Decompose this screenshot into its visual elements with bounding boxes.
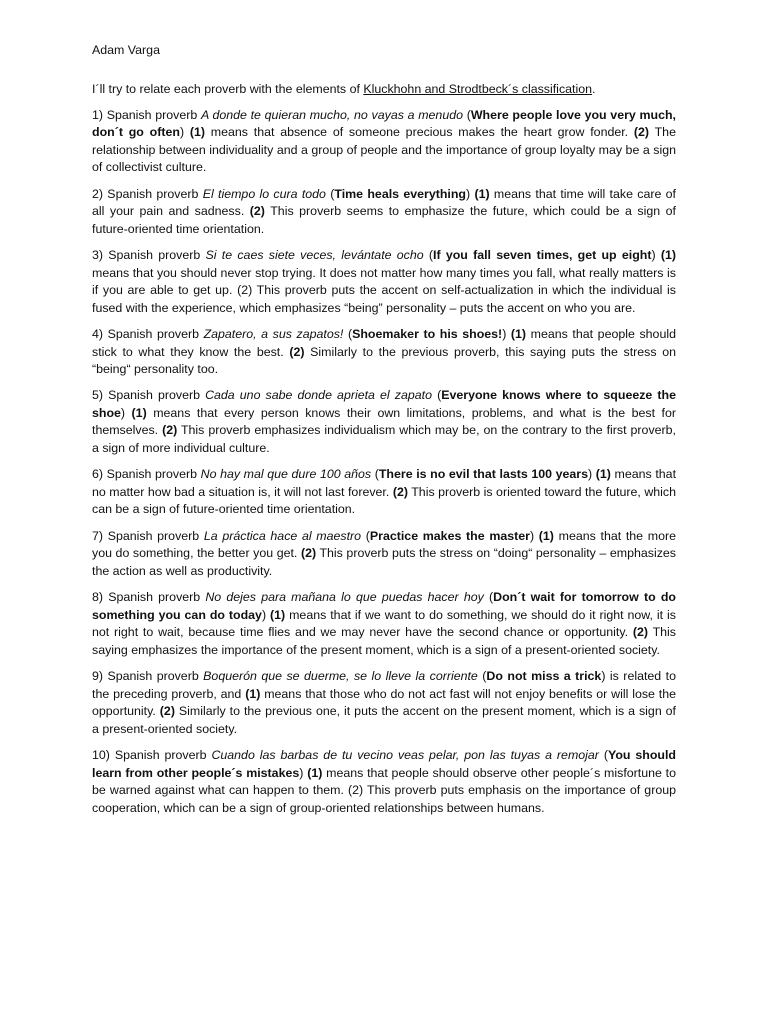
body-text: Similarly to the previous proverb, this saying puts the stress on “being“ personality too. [92,344,676,377]
emphasis-text: (1) [189,125,205,140]
proverb-paragraph [92,668,676,738]
proverb-spanish: Cuando las barbas de tu vecino veas pelar, pon las tuyas a remojar [211,747,599,762]
emphasis-text: Don´t wait for tomorrow to do something you can do today [92,590,676,622]
proverb-list [92,107,676,818]
body-text: This proverb emphasizes individualism which may be, on the contrary to the first proverb, a sign of more individual culture. [92,423,676,456]
body-text: 9) Spanish proverb [92,668,204,683]
emphasis-text: (2) [159,704,175,719]
emphasis-text: (2) [300,546,317,561]
body-text: means that people should observe other people´s misfortune to be warned against what can happen to them. (2) This proverb puts emphasis on the importance of group cooperation, which can be a sign of group-oriented relationships between humans. [92,765,677,815]
proverb-paragraph [92,528,676,581]
body-text: ) [261,607,271,622]
body-text: means that you should never stop trying. It does not matter how many times you fall, what really matters is if you are able to get up. (2) This proverb puts the accent on self-actualization in which the individual is fused with the experience, which emphasizes “being” personality – puts the accent on who you are. [92,265,676,315]
emphasis-text: Do not miss a trick [486,668,602,683]
body-text: ( [477,668,487,683]
body-text: ( [423,247,434,262]
emphasis-text: Time heals everything [334,186,467,201]
body-text: 4) Spanish proverb [92,326,204,341]
body-text: ) [120,405,132,420]
emphasis-text: (1) [307,765,323,780]
proverb-spanish: Zapatero, a sus zapatos! [203,326,344,341]
body-text: ( [325,186,335,201]
proverb-spanish: Si te caes siete veces, levántate ocho [205,247,424,262]
proverb-paragraph [92,387,676,457]
intro-end: . [592,82,596,96]
body-text: ) [502,326,511,341]
body-text: ( [343,326,353,341]
proverb-paragraph [92,107,676,177]
body-text: ( [371,467,379,482]
proverb-paragraph [92,466,676,519]
emphasis-text: (1) [131,405,147,420]
intro-paragraph [92,81,676,99]
body-text: Similarly to the previous one, it puts the accent on the present moment, which is a sign of a present-oriented society. [92,704,676,736]
body-text: ( [483,590,494,604]
emphasis-text: (1) [595,467,611,482]
emphasis-text: (1) [660,247,676,262]
body-text: 2) Spanish proverb [92,186,203,201]
proverb-spanish: No dejes para mañana lo que puedas hacer hoy [205,590,484,604]
body-text: means that no matter how bad a situation is, it will not last forever. [92,467,677,499]
body-text: The relationship between individuality and a group of people and the importance of group loyalty may be a sign of collectivist culture. [92,125,676,175]
body-text: This proverb seems to emphasize the future, which could be a sign of future-oriented time orientation. [92,204,676,236]
proverb-paragraph [92,326,676,379]
body-text: means that if we want to do something, we should do it right now, it is not right to wait, because time flies and we may never have the second chance or opportunity. [92,607,676,640]
emphasis-text: (2) [162,423,178,438]
emphasis-text: (1) [270,607,286,622]
emphasis-text: Everyone knows where to squeeze the shoe [92,388,676,420]
body-text: means that time will take care of all your pain and sadness. [92,186,676,219]
body-text: ( [361,528,370,543]
proverb-spanish: Cada uno sabe donde aprieta el zapato [205,388,432,403]
body-text: This proverb puts the stress on “doing“ personality – emphasizes the action as well as productivity. [92,546,676,578]
body-text: means that people should stick to what they know the best. [92,326,676,359]
body-text: ( [463,107,471,122]
author-name: Adam Varga [92,43,160,57]
body-text: ) [179,125,190,140]
body-text: ) [529,528,539,543]
body-text: 6) Spanish proverb [92,467,201,482]
body-text: means that those who do not act fast will not enjoy benefits or will lose the opportunity. [92,686,676,719]
emphasis-text: (1) [510,326,527,341]
emphasis-text: Shoemaker to his shoes! [352,326,503,341]
body-text: ) [588,467,596,482]
body-text: 8) Spanish proverb [92,590,206,604]
proverb-spanish: Boquerón que se duerme, se lo lleve la corriente [203,668,478,683]
body-text: This saying emphasizes the importance of the present moment, which is a sign of a present-oriented society. [92,625,676,657]
proverb-paragraph [92,589,676,659]
proverb-spanish: El tiempo lo cura todo [202,186,326,201]
emphasis-text: (2) [632,625,648,640]
body-text: ) is related to the preceding proverb, and [92,668,676,701]
body-text: ) [466,186,475,201]
body-text: ( [431,388,442,403]
emphasis-text: You should learn from other people´s mistakes [92,747,676,780]
classification-reference: Kluckhohn and Strodtbeck´s classification [363,82,593,96]
intro-text: I´ll try to relate each proverb with the elements of [92,82,364,96]
body-text: 1) Spanish proverb [92,107,201,122]
emphasis-text: (1) [538,528,554,543]
body-text: This proverb is oriented toward the future, which can be a sign of future-oriented time orientation. [92,484,676,517]
proverb-spanish: No hay mal que dure 100 años [200,467,372,482]
emphasis-text: (2) [249,204,265,219]
body-text: means that every person knows their own limitations, problems, and what is the best for themselves. [92,405,676,438]
body-text: means that absence of someone precious makes the heart grow fonder. [205,125,634,140]
emphasis-text: (2) [392,484,408,499]
body-text: 10) Spanish proverb [92,747,212,762]
emphasis-text: (2) [633,125,650,140]
body-text: 7) Spanish proverb [92,528,204,543]
body-text: 3) Spanish proverb [92,247,206,262]
emphasis-text: (1) [245,686,261,701]
body-text: means that the more you do something, the better you get. [92,528,676,561]
emphasis-text: If you fall seven times, get up eight [433,247,652,262]
emphasis-text: Where people love you very much, don´t go often [92,107,676,140]
body-text: ) [299,765,308,780]
emphasis-text: There is no evil that lasts 100 years [378,467,589,482]
body-text: ) [651,247,661,262]
proverb-spanish: A donde te quieran mucho, no vayas a menudo [200,107,463,122]
proverb-paragraph [92,247,676,317]
emphasis-text: Practice makes the master [369,528,530,543]
proverb-paragraph [92,186,676,239]
proverb-paragraph [92,747,676,817]
emphasis-text: (2) [289,344,305,359]
emphasis-text: (1) [474,186,490,201]
body-text: ( [598,747,608,762]
proverb-spanish: La práctica hace al maestro [203,528,362,543]
body-text: 5) Spanish proverb [92,388,206,403]
